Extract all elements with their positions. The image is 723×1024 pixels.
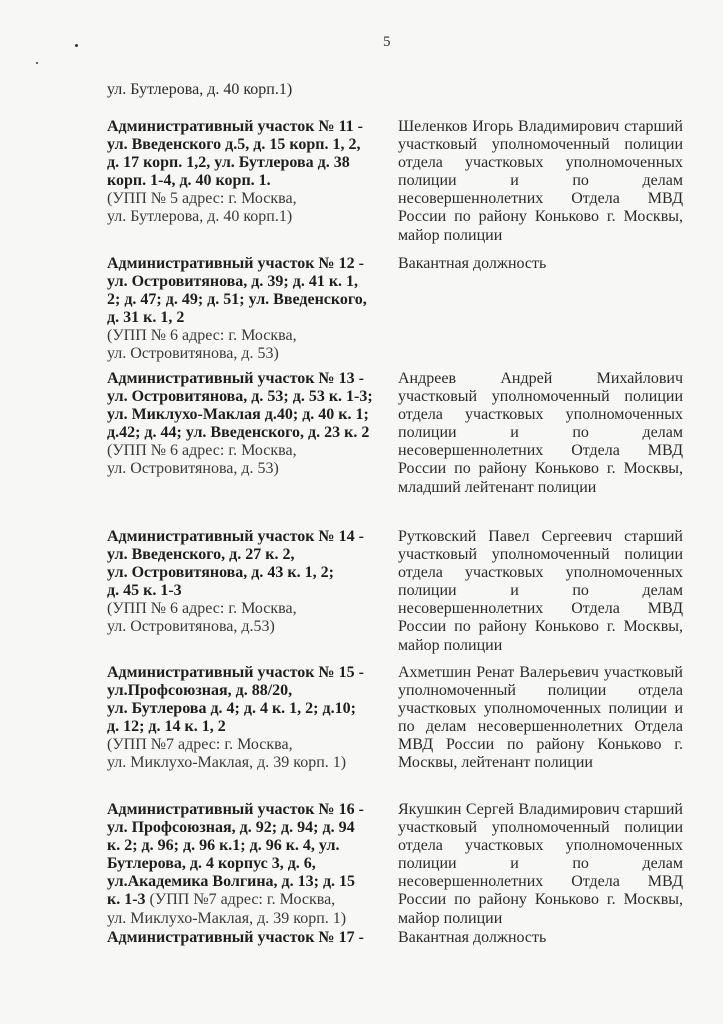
scan-speck [75,44,78,47]
district-16-line: к. 1-3 [107,891,146,909]
district-15-line: Административный участок № 15 - [107,664,364,681]
district-14-officer: Рутковский Павел Сергеевич старший участковый уполномоченный полиции отдела участковых уполномоченных полиции и по делам несовершеннолетних Отдела МВД России по району Коньково г. Москвы, майор полиции [398,528,683,654]
district-11-office: ул. Бутлерова, д. 40 корп.1) [107,208,293,226]
district-16-address [107,801,385,928]
district-16-line: Бутлерова, д. 4 корпус 3, д. 6, [107,855,316,873]
district-13-line: ул. Миклухо-Маклая д.40; д. 40 к. 1; [107,406,369,424]
district-11-line: ул. Введенского д.5, д. 15 корп. 1, 2, [107,136,361,154]
district-15-line: ул.Профсоюзная, д. 88/20, [107,682,293,700]
district-16-line: ул.Академика Волгина, д. 13; д. 15 [107,873,356,891]
district-13-line: ул. Островитянова, д. 53; д. 53 к. 1-3; [107,388,373,406]
district-11-line: корп. 1-4, д. 40 корп. 1. [107,172,271,190]
district-14-line: ул. Островитянова, д. 43 к. 1, 2; [107,564,334,582]
district-12-line: 2; д. 47; д. 49; д. 51; ул. Введенского, [107,291,367,309]
district-12-address [107,255,385,364]
district-16-office: (УПП №7 адрес: г. Москва, [145,891,336,909]
district-15-office: (УПП №7 адрес: г. Москва, [107,736,293,754]
district-15-line: д. 12; д. 14 к. 1, 2 [107,718,226,736]
district-12-office: ул. Островитянова, д. 53) [107,345,279,363]
district-14-office: ул. Островитянова, д.53) [107,618,275,636]
district-14-line: Административный участок № 14 - [107,528,364,545]
district-11-office: (УПП № 5 адрес: г. Москва, [107,190,297,208]
scan-speck [36,62,38,64]
page-number: 5 [383,34,391,50]
district-13-office: (УПП № 6 адрес: г. Москва, [107,442,297,460]
district-16-line: Административный участок № 16 - [107,801,364,818]
district-13-line: Административный участок № 13 - [107,370,364,387]
district-13-officer: Андреев Андрей Михайлович участковый уполномоченный полиции отдела участковых уполномоченных полиции и по делам несовершеннолетних Отдела МВД России по району Коньково г. Москвы, младший лейтенант полиции [398,370,683,496]
district-17-officer: Вакантная должность [398,929,547,946]
district-11-address [107,118,385,227]
district-15-office: ул. Миклухо-Маклая, д. 39 корп. 1) [107,754,347,772]
previous-entry-continuation: ул. Бутлерова, д. 40 корп.1) [107,81,293,98]
district-14-address [107,528,385,637]
district-17-line: Административный участок № 17 - [107,929,364,946]
district-17-address [107,929,385,947]
district-12-office: (УПП № 6 адрес: г. Москва, [107,327,297,345]
district-12-officer: Вакантная должность [398,255,547,272]
district-12-line: ул. Островитянова, д. 39; д. 41 к. 1, [107,273,359,291]
district-13-line: д.42; д. 44; ул. Введенского, д. 23 к. 2 [107,424,370,442]
district-14-line: ул. Введенского, д. 27 к. 2, [107,546,295,564]
district-16-line: к. 2; д. 96; д. 96 к.1; д. 96 к. 4, ул. [107,837,340,855]
district-14-office: (УПП № 6 адрес: г. Москва, [107,600,297,618]
district-11-line: Административный участок № 11 - [107,118,364,135]
district-15-line: ул. Бутлерова д. 4; д. 4 к. 1, 2; д.10; [107,700,356,718]
district-15-officer: Ахметшин Ренат Валерьевич участковый уполномоченный полиции отдела участковых уполномоченных полиции и по делам несовершеннолетних Отдела МВД России по району Коньково г. Москвы, лейтенант полиции [398,664,683,772]
district-15-address [107,664,385,773]
district-13-office: ул. Островитянова, д. 53) [107,460,279,478]
district-14-line: д. 45 к. 1-3 [107,582,182,600]
district-13-address [107,370,385,479]
district-12-line: д. 31 к. 1, 2 [107,309,185,327]
district-11-officer: Шеленков Игорь Владимирович старший участковый уполномоченный полиции отдела участковых уполномоченных полиции и по делам несовершеннолетних Отдела МВД России по району Коньково г. Москвы, майор полиции [398,118,683,244]
district-16-office: ул. Миклухо-Маклая, д. 39 корп. 1) [107,909,347,927]
district-11-line: д. 17 корп. 1,2, ул. Бутлерова д. 38 [107,154,350,172]
district-16-line: ул. Профсоюзная, д. 92; д. 94; д. 94 [107,819,355,837]
district-12-line: Административный участок № 12 - [107,255,364,272]
district-16-officer: Якушкин Сергей Владимирович старший участковый уполномоченный полиции отдела участковых уполномоченных полиции и по делам несовершеннолетних Отдела МВД России по району Коньково г. Москвы, майор полиции [398,801,683,927]
